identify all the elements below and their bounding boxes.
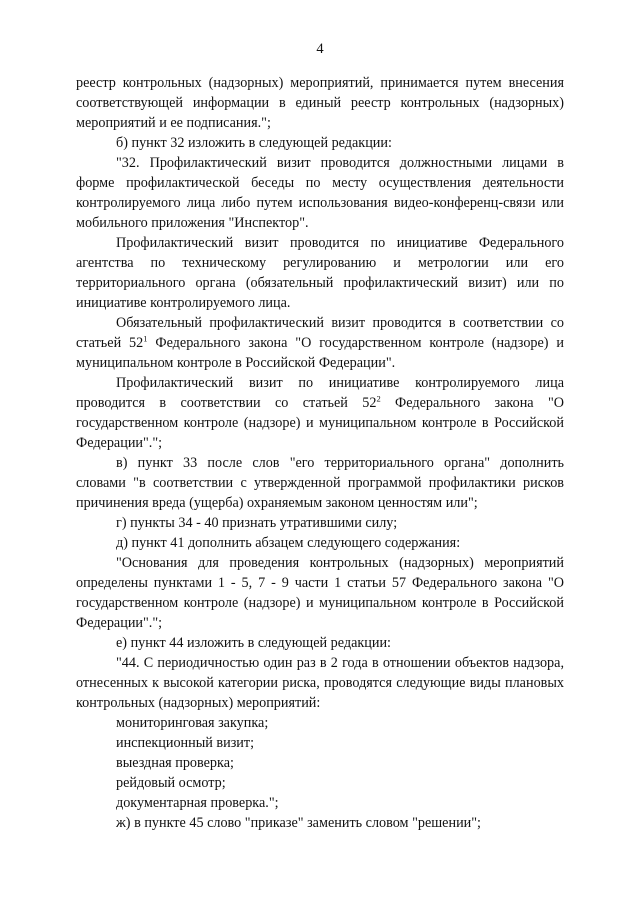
- paragraph: [76, 633, 564, 653]
- paragraph-text: документарная проверка.";: [116, 795, 279, 811]
- page-number: 4: [316, 41, 324, 57]
- paragraph-text: Федерального закона "О государственном контроле (надзоре) и муниципальном контроле в Российской Федерации".";: [76, 395, 564, 451]
- paragraph-text: инспекционный визит;: [116, 735, 255, 751]
- paragraph-text: д) пункт 41 дополнить абзацем следующего содержания:: [116, 535, 461, 551]
- paragraph-text: в) пункт 33 после слов "его территориального органа" дополнить словами "в соответствии с утвержденной программой профилактики рисков причинения вреда (ущерба) охраняемым законом ценностям или";: [76, 455, 564, 511]
- paragraph-text: Федерального закона "О государственном контроле (надзоре) и муниципальном контроле в Российской Федерации".: [76, 335, 564, 371]
- paragraph: [76, 453, 564, 513]
- paragraph-text: рейдовый осмотр;: [116, 775, 226, 791]
- paragraph: [76, 553, 564, 633]
- paragraph: [76, 233, 564, 313]
- paragraph-text: "32. Профилактический визит проводится должностными лицами в форме профилактической беседы по месту осуществления деятельности контролируемого лица либо путем использования видео-конференц-связи или мобильного приложения "Инспектор".: [76, 155, 564, 231]
- paragraph: [76, 653, 564, 713]
- paragraph: [76, 513, 564, 533]
- paragraph-text: Профилактический визит по инициативе контролируемого лица проводится в соответствии со статьей 52: [76, 375, 564, 411]
- superscript-index: 2: [376, 393, 381, 404]
- paragraph: [76, 793, 564, 813]
- paragraph-text: г) пункты 34 - 40 признать утратившими силу;: [116, 515, 398, 531]
- paragraph: [76, 753, 564, 773]
- paragraph: [76, 373, 564, 453]
- document-body: [76, 73, 564, 833]
- paragraph: [76, 73, 564, 133]
- paragraph: [76, 153, 564, 233]
- paragraph: [76, 773, 564, 793]
- paragraph: [76, 133, 564, 153]
- paragraph: [76, 533, 564, 553]
- paragraph-text: "Основания для проведения контрольных (надзорных) мероприятий определены пунктами 1 - 5, 7 - 9 части 1 статьи 57 Федерального закона "О государственном контроле (надзоре) и муниципальном контроле в Российской Федерации".";: [76, 555, 564, 631]
- paragraph: [76, 713, 564, 733]
- paragraph-text: выездная проверка;: [116, 755, 234, 771]
- paragraph: [76, 813, 564, 833]
- paragraph-text: "44. С периодичностью один раз в 2 года в отношении объектов надзора, отнесенных к высокой категории риска, проводятся следующие виды плановых контрольных (надзорных) мероприятий:: [76, 655, 564, 711]
- superscript-index: 1: [143, 333, 148, 344]
- paragraph: [76, 313, 564, 373]
- paragraph: [76, 733, 564, 753]
- paragraph-text: реестр контрольных (надзорных) мероприятий, принимается путем внесения соответствующей информации в единый реестр контрольных (надзорных) мероприятий и ее подписания.";: [76, 75, 564, 131]
- paragraph-text: мониторинговая закупка;: [116, 715, 269, 731]
- paragraph-text: Профилактический визит проводится по инициативе Федерального агентства по техническому регулированию и метрологии или его территориального органа (обязательный профилактический визит) или по инициативе контролируемого лица.: [76, 235, 564, 311]
- paragraph-text: Обязательный профилактический визит проводится в соответствии со статьей 52: [76, 315, 564, 351]
- paragraph-text: е) пункт 44 изложить в следующей редакции:: [116, 635, 391, 651]
- paragraph-text: ж) в пункте 45 слово "приказе" заменить словом "решении";: [116, 815, 481, 831]
- paragraph-text: б) пункт 32 изложить в следующей редакции:: [116, 135, 392, 151]
